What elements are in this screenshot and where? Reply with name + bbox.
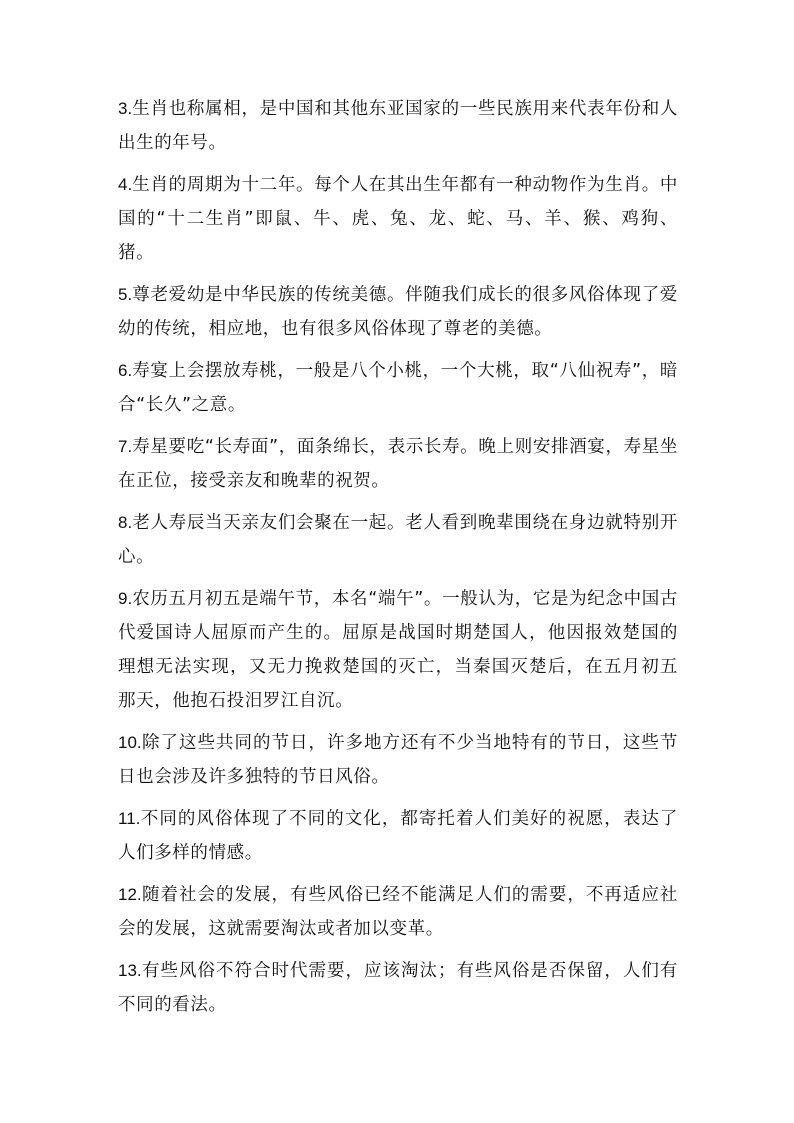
item-number: 13. (118, 961, 142, 980)
item-text: 寿宴上会摆放寿桃，一般是八个小桃，一个大桃，取“八仙祝寿”，暗合“长久”之意。 (118, 361, 678, 415)
item-text: 农历五月初五是端午节，本名“端午”。一般认为，它是为纪念中国古代爱国诗人屈原而产生的。屈原是战国时期楚国人，他因报效楚国的理想无法实现，又无力挽救楚国的灭亡，当秦国灭楚后，在五月初五那天，他抱石投汨罗江自沉。 (118, 589, 678, 711)
list-item (118, 582, 678, 718)
item-text: 除了这些共同的节日，许多地方还有不少当地特有的节日，这些节日也会涉及许多独特的节日风俗。 (118, 733, 678, 787)
list-item (118, 354, 678, 422)
item-text: 生肖的周期为十二年。每个人在其出生年都有一种动物作为生肖。中国的“十二生肖”即鼠、牛、虎、兔、龙、蛇、马、羊、猴、鸡狗、猪。 (118, 175, 678, 263)
item-number: 11. (118, 809, 141, 828)
item-text: 寿星要吃“长寿面”，面条绵长，表示长寿。晚上则安排酒宴，寿星坐在正位，接受亲友和晚辈的祝贺。 (118, 437, 678, 491)
item-text: 老人寿辰当天亲友们会聚在一起。老人看到晚辈围绕在身边就特别开心。 (118, 513, 678, 567)
item-number: 6. (118, 361, 133, 380)
item-number: 4. (118, 175, 133, 194)
item-text: 尊老爱幼是中华民族的传统美德。伴随我们成长的很多风俗体现了爱幼的传统，相应地，也有很多风俗体现了尊老的美德。 (118, 285, 678, 339)
item-number: 8. (118, 513, 133, 532)
list-item (118, 278, 678, 346)
item-number: 7. (118, 437, 133, 456)
item-text: 不同的风俗体现了不同的文化，都寄托着人们美好的祝愿，表达了人们多样的情感。 (118, 809, 678, 863)
item-number: 9. (118, 589, 133, 608)
list-item (118, 430, 678, 498)
item-text: 随着社会的发展，有些风俗已经不能满足人们的需要，不再适应社会的发展，这就需要淘汰或者加以变革。 (118, 885, 678, 939)
list-item (118, 802, 678, 870)
list-item (118, 954, 678, 1022)
list-item (118, 726, 678, 794)
item-number: 3. (118, 99, 133, 118)
list-item (118, 878, 678, 946)
list-item (118, 168, 678, 270)
document-body (118, 92, 678, 1030)
item-text: 生肖也称属相，是中国和其他东亚国家的一些民族用来代表年份和人出生的年号。 (118, 99, 678, 153)
item-text: 有些风俗不符合时代需要，应该淘汰；有些风俗是否保留，人们有不同的看法。 (118, 961, 678, 1015)
item-number: 5. (118, 285, 133, 304)
list-item (118, 92, 678, 160)
item-number: 10. (118, 733, 142, 752)
item-number: 12. (118, 885, 142, 904)
list-item (118, 506, 678, 574)
